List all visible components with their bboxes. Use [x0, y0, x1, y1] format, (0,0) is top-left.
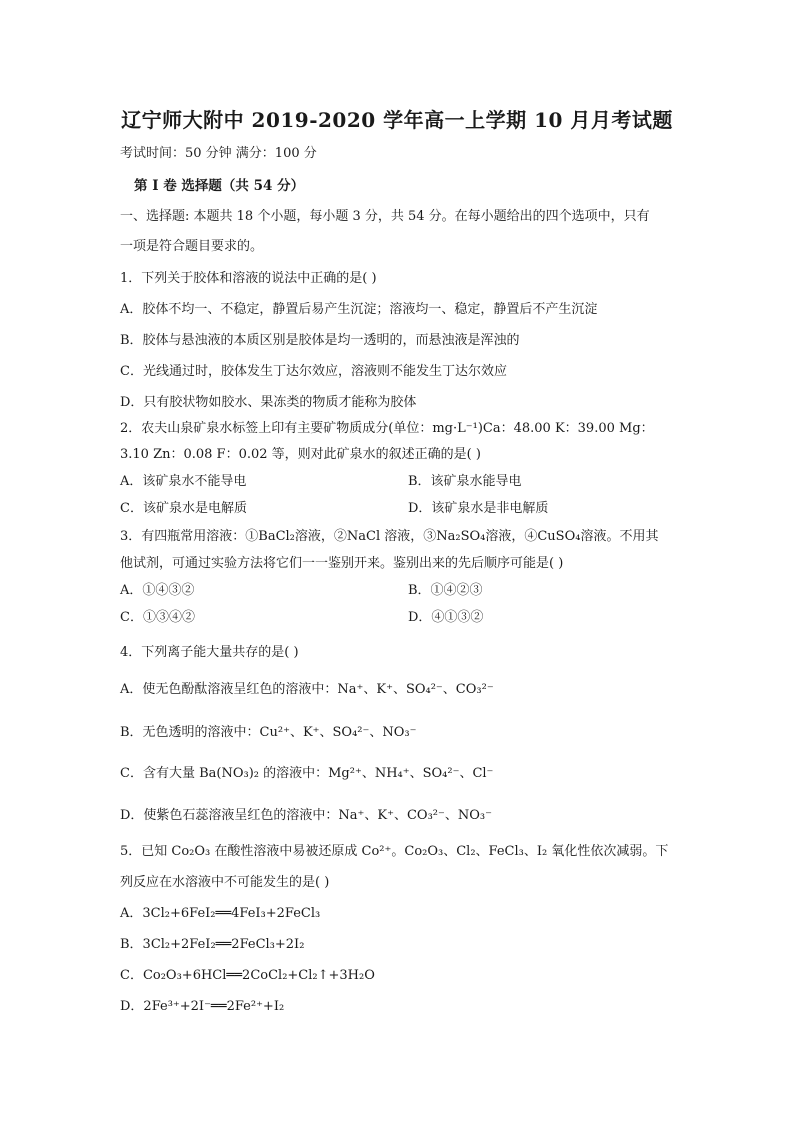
- q2-stem-line-1: 2．农夫山泉矿泉水标签上印有主要矿物质成分(单位：mg·L⁻¹)Ca：48.00 K：39.00 Mg：: [120, 421, 654, 436]
- exam-info: 考试时间：50 分钟 满分：100 分: [120, 146, 317, 161]
- q1-option-c: C．光线通过时，胶体发生丁达尔效应，溶液则不能发生丁达尔效应: [120, 364, 507, 379]
- q5-option-a: A．3Cl₂+6FeI₂══4FeI₃+2FeCl₃: [120, 906, 321, 921]
- q3-option-b: B．①④②③: [408, 583, 483, 598]
- q1-stem: 1．下列关于胶体和溶液的说法中正确的是( ): [120, 271, 377, 286]
- page-title: 辽宁师大附中 2019-2020 学年高一上学期 10 月月考试题: [121, 108, 673, 132]
- q3-option-d: D．④①③②: [408, 610, 484, 625]
- q4-option-c: C．含有大量 Ba(NO₃)₂ 的溶液中：Mg²⁺、NH₄⁺、SO₄²⁻、Cl⁻: [120, 766, 494, 781]
- q2-option-d: D．该矿泉水是非电解质: [408, 501, 549, 516]
- q5-option-c: C．Co₂O₃+6HCl══2CoCl₂+Cl₂↑+3H₂O: [120, 968, 375, 983]
- q3-option-c: C．①③④②: [120, 610, 195, 625]
- q3-stem-line-1: 3．有四瓶常用溶液：①BaCl₂溶液，②NaCl 溶液，③Na₂SO₄溶液，④CuSO₄溶液。不用其: [120, 529, 659, 544]
- q1-option-d: D．只有胶状物如胶水、果冻类的物质才能称为胶体: [120, 395, 417, 410]
- q4-option-d: D．使紫色石蕊溶液呈红色的溶液中：Na⁺、K⁺、CO₃²⁻、NO₃⁻: [120, 808, 492, 823]
- q2-option-a: A．该矿泉水不能导电: [120, 474, 247, 489]
- q5-option-d: D．2Fe³⁺+2I⁻══2Fe²⁺+I₂: [120, 999, 285, 1014]
- q4-stem: 4．下列离子能大量共存的是( ): [120, 645, 299, 660]
- q5-stem-line-1: 5．已知 Co₂O₃ 在酸性溶液中易被还原成 Co²⁺。Co₂O₃、Cl₂、FeCl₃、I₂ 氧化性依次减弱。下: [120, 844, 669, 859]
- q5-stem-line-2: 列反应在水溶液中不可能发生的是( ): [120, 875, 330, 890]
- q1-option-a: A．胶体不均一、不稳定，静置后易产生沉淀；溶液均一、稳定，静置后不产生沉淀: [120, 302, 598, 317]
- q1-option-b: B．胶体与悬浊液的本质区别是胶体是均一透明的，而悬浊液是浑浊的: [120, 333, 520, 348]
- q2-option-c: C．该矿泉水是电解质: [120, 501, 247, 516]
- q5-option-b: B．3Cl₂+2FeI₂══2FeCl₃+2I₂: [120, 937, 305, 952]
- instructions-line-1: 一、选择题: 本题共 18 个小题，每小题 3 分，共 54 分。在每小题给出的四个选项中，只有: [120, 209, 650, 224]
- q2-option-b: B．该矿泉水能导电: [408, 474, 522, 489]
- section-heading: 第 Ⅰ 卷 选择题（共 54 分）: [134, 178, 305, 194]
- q3-option-a: A．①④③②: [120, 583, 195, 598]
- q4-option-a: A．使无色酚酞溶液呈红色的溶液中：Na⁺、K⁺、SO₄²⁻、CO₃²⁻: [120, 682, 494, 697]
- q3-stem-line-2: 他试剂，可通过实验方法将它们一一鉴别开来。鉴别出来的先后顺序可能是( ): [120, 556, 564, 571]
- instructions-line-2: 一项是符合题目要求的。: [120, 239, 264, 254]
- q4-option-b: B．无色透明的溶液中：Cu²⁺、K⁺、SO₄²⁻、NO₃⁻: [120, 725, 417, 740]
- q2-stem-line-2: 3.10 Zn：0.08 F：0.02 等，则对此矿泉水的叙述正确的是( ): [120, 447, 481, 462]
